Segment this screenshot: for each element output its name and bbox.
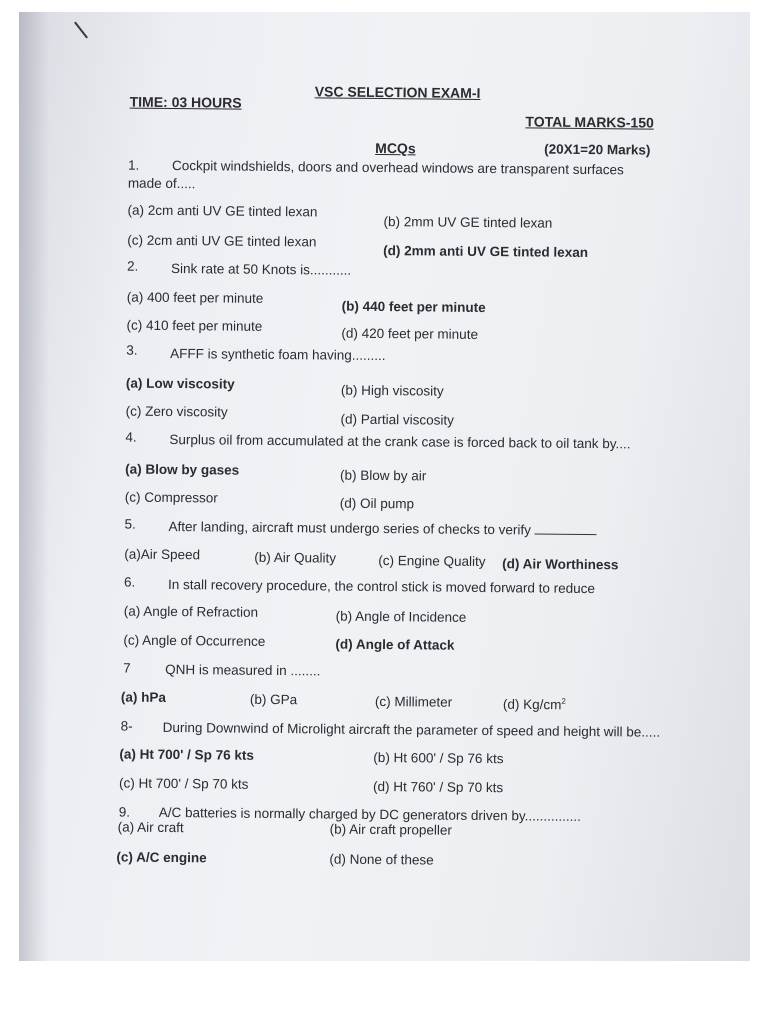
question-4-option-b: (b) Blow by air xyxy=(339,467,427,484)
question-3-option-a: (a) Low viscosity xyxy=(125,375,235,392)
answer-blank xyxy=(535,523,597,535)
question-3-option-d: (d) Partial viscosity xyxy=(340,411,454,428)
question-1-text-cont: made of..... xyxy=(127,175,196,192)
question-8-text: During Downwind of Microlight aircraft the parameter of speed and height will be..... xyxy=(162,719,661,740)
question-5-text-wrap xyxy=(168,519,596,538)
question-1-text: Cockpit windshields, doors and overhead windows are transparent surfaces xyxy=(171,157,624,178)
section-title: MCQs xyxy=(375,139,416,157)
question-6-option-b: (b) Angle of Incidence xyxy=(335,608,467,625)
question-1-option-d: (d) 2mm anti UV GE tinted lexan xyxy=(383,243,589,260)
question-3-option-c: (c) Zero viscosity xyxy=(125,403,228,420)
question-5-option-b: (b) Air Quality xyxy=(254,549,337,566)
exam-paper xyxy=(19,12,750,961)
question-6-text: In stall recovery procedure, the control stick is moved forward to reduce xyxy=(167,576,595,597)
question-2-option-b: (b) 440 feet per minute xyxy=(341,298,486,316)
question-2-text: Sink rate at 50 Knots is........... xyxy=(170,260,352,278)
question-9-option-b: (b) Air craft propeller xyxy=(329,821,453,838)
question-4-option-a: (a) Blow by gases xyxy=(125,461,240,478)
exam-time: TIME: 03 HOURS xyxy=(129,93,242,111)
question-5-option-a: (a)Air Speed xyxy=(124,546,201,563)
section-marks: (20X1=20 Marks) xyxy=(544,141,651,158)
question-1-option-a: (a) 2cm anti UV GE tinted lexan xyxy=(127,202,318,220)
question-5-option-d: (d) Air Worthiness xyxy=(502,556,619,573)
question-9-option-c: (c) A/C engine xyxy=(116,849,207,866)
question-4-text: Surplus oil from accumulated at the crank case is forced back to oil tank by.... xyxy=(169,431,631,452)
superscript-2: 2 xyxy=(561,696,566,706)
question-9-option-d: (d) None of these xyxy=(329,851,434,868)
question-1-option-b: (b) 2mm UV GE tinted lexan xyxy=(383,214,553,231)
exam-sheet xyxy=(19,12,750,961)
question-4-option-d: (d) Oil pump xyxy=(339,495,415,512)
total-marks: TOTAL MARKS-150 xyxy=(525,113,654,131)
question-3-number: 3. xyxy=(126,342,138,358)
question-5-option-c: (c) Engine Quality xyxy=(378,552,486,570)
question-3-text: AFFF is synthetic foam having......... xyxy=(170,345,386,364)
question-2-number: 2. xyxy=(126,258,139,274)
question-8-option-b: (b) Ht 600' / Sp 76 kts xyxy=(373,749,504,767)
question-7-option-c: (c) Millimeter xyxy=(374,693,453,710)
question-6-option-d: (d) Angle of Attack xyxy=(335,636,455,653)
question-7-option-d: (d) Kg/cm xyxy=(502,696,562,713)
question-6-number: 6. xyxy=(123,574,136,590)
question-9-number: 9. xyxy=(118,804,131,820)
question-5-number: 5. xyxy=(124,516,136,532)
exam-title: VSC SELECTION EXAM-I xyxy=(314,83,481,101)
question-8-option-c: (c) Ht 700' / Sp 70 kts xyxy=(119,775,249,792)
question-5-text: After landing, aircraft must undergo series of checks to verify xyxy=(168,518,532,538)
question-8-option-d: (d) Ht 760' / Sp 70 kts xyxy=(373,778,504,796)
question-4-option-c: (c) Compressor xyxy=(124,489,218,506)
question-8-option-a: (a) Ht 700' / Sp 76 kts xyxy=(119,746,254,763)
question-2-option-d: (d) 420 feet per minute xyxy=(341,325,479,342)
question-7-option-d-wrap xyxy=(503,696,566,712)
question-1-option-c: (c) 2cm anti UV GE tinted lexan xyxy=(127,232,317,250)
question-1-number: 1. xyxy=(127,157,140,173)
question-7-option-b: (b) GPa xyxy=(249,691,298,708)
question-8-number: 8- xyxy=(120,718,133,734)
question-9-text: A/C batteries is normally charged by DC generators driven by............... xyxy=(158,804,582,824)
question-4-number: 4. xyxy=(125,429,137,445)
question-7-number: 7 xyxy=(123,660,131,676)
question-7-option-a: (a) hPa xyxy=(120,689,167,705)
question-2-option-a: (a) 400 feet per minute xyxy=(126,289,264,306)
question-6-option-c: (c) Angle of Occurrence xyxy=(123,632,266,649)
question-9-option-a: (a) Air craft xyxy=(117,819,184,836)
question-7-text: QNH is measured in ........ xyxy=(165,661,321,679)
question-3-option-b: (b) High viscosity xyxy=(340,382,444,399)
question-2-option-c: (c) 410 feet per minute xyxy=(126,317,263,334)
question-6-option-a: (a) Angle of Refraction xyxy=(123,603,259,620)
